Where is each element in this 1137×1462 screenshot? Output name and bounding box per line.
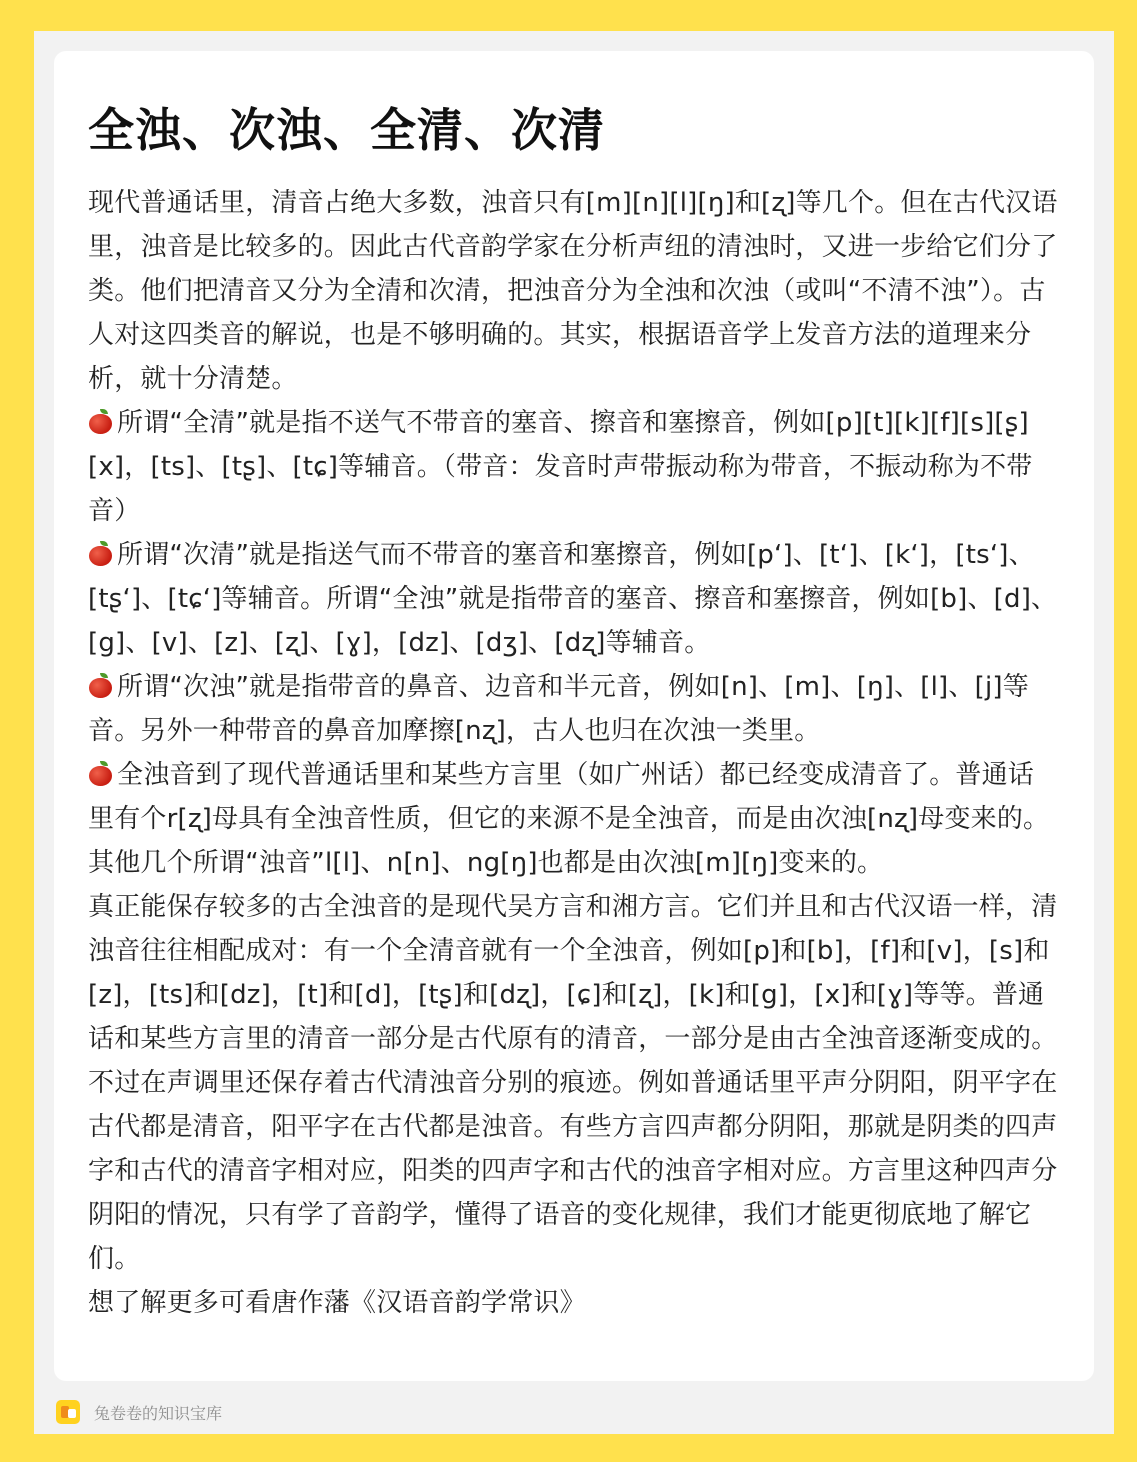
article-card [54, 51, 1094, 1381]
paragraph-text: 全浊音到了现代普通话里和某些方言里（如广州话）都已经变成清音了。普通话里有个r[ʐ]母具有全浊音性质，但它的来源不是全浊音，而是由次浊[nʐ]母变来的。其他几个所谓“浊音”l[l]、n[n]、ng[ŋ]也都是由次浊[m][ŋ]变来的。 [88, 760, 1050, 878]
article-paragraph [88, 665, 1060, 753]
paragraph-text: 所谓“次浊”就是指带音的鼻音、边音和半元音，例如[n]、[m]、[ŋ]、[l]、[j]等音。另外一种带音的鼻音加摩擦[nʐ]，古人也归在次浊一类里。 [88, 672, 1029, 746]
article-paragraph [88, 753, 1060, 885]
paragraph-text: 所谓“全清”就是指不送气不带音的塞音、擦音和塞擦音，例如[p][t][k][f][s][ʂ][x]，[ts]、[tʂ]、[tɕ]等辅音。（带音：发音时声带振动称为带音，不振动称为不带音） [88, 408, 1033, 526]
red-apple-icon [88, 673, 113, 698]
article-paragraph [88, 885, 1060, 1061]
account-logo-icon [56, 1400, 80, 1424]
red-apple-icon [88, 409, 113, 434]
footer-attribution[interactable] [56, 1399, 222, 1425]
paragraph-text: 不过在声调里还保存着古代清浊音分别的痕迹。例如普通话里平声分阴阳，阴平字在古代都是清音，阳平字在古代都是浊音。有些方言四声都分阴阳，那就是阴类的四声字和古代的清音字相对应，阳类的四声字和古代的浊音字相对应。方言里这种四声分阴阳的情况，只有学了音韵学，懂得了语音的变化规律，我们才能更彻底地了解它们。 [88, 1068, 1058, 1274]
paragraph-text: 现代普通话里，清音占绝大多数，浊音只有[m][n][l][ŋ]和[ʐ]等几个。但在古代汉语里，浊音是比较多的。因此古代音韵学家在分析声纽的清浊时，又进一步给它们分了类。他们把清音又分为全清和次清，把浊音分为全浊和次浊（或叫“不清不浊”）。古人对这四类音的解说，也是不够明确的。其实，根据语音学上发音方法的道理来分析，就十分清楚。 [88, 188, 1058, 394]
article-paragraph [88, 401, 1060, 533]
article-paragraph [88, 533, 1060, 665]
article-paragraph [88, 181, 1060, 401]
paragraph-text: 想了解更多可看唐作藩《汉语音韵学常识》 [88, 1288, 586, 1318]
account-name[interactable]: 兔卷卷的知识宝库 [94, 1403, 223, 1423]
article-paragraph [88, 1061, 1060, 1281]
paragraph-text: 所谓“次清”就是指送气而不带音的塞音和塞擦音，例如[p‘]、[t‘]、[k‘]，[ts‘]、[tʂ‘]、[tɕ‘]等辅音。所谓“全浊”就是指带音的塞音、擦音和塞擦音，例如[b]、[d]、[g]、[v]、[z]、[ʐ]、[ɣ]，[dz]、[dʒ]、[dʐ]等辅音。 [88, 540, 1058, 658]
red-apple-icon [88, 761, 113, 786]
red-apple-icon [88, 541, 113, 566]
paragraph-text: 真正能保存较多的古全浊音的是现代吴方言和湘方言。它们并且和古代汉语一样，清浊音往往相配成对：有一个全清音就有一个全浊音，例如[p]和[b]，[f]和[v]，[s]和[z]，[ts]和[dz]，[t]和[d]，[tʂ]和[dʐ]，[ɕ]和[ʐ]，[k]和[g]，[x]和[ɣ]等等。普通话和某些方言里的清音一部分是古代原有的清音，一部分是由古全浊音逐渐变成的。 [88, 892, 1058, 1054]
article-title: 全浊、次浊、全清、次清 [88, 103, 605, 157]
article-paragraph [88, 1281, 1060, 1325]
